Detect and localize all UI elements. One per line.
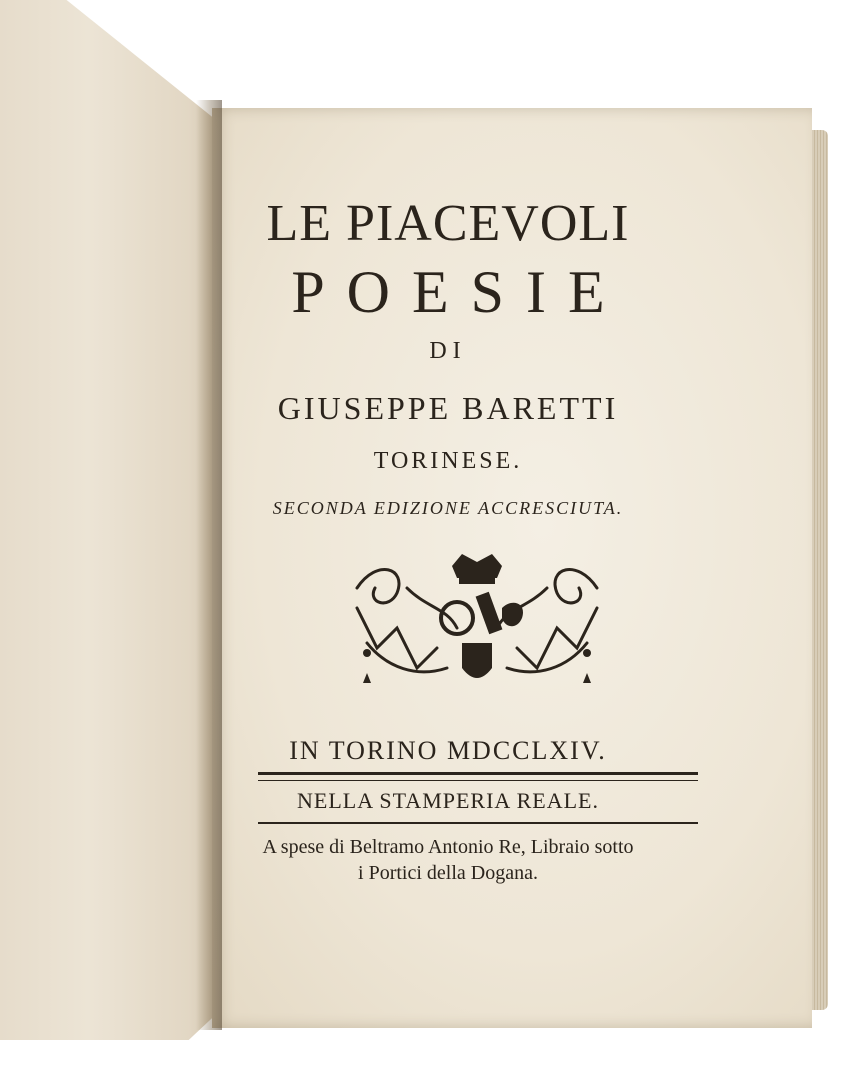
imprint-line-2: i Portici della Dogana. xyxy=(358,862,538,884)
title-line-2: POESIE xyxy=(291,259,627,325)
imprint-line-1: A spese di Beltramo Antonio Re, Libraio sotto xyxy=(262,836,634,858)
author-name: GIUSEPPE BARETTI xyxy=(277,390,619,426)
rule-separator xyxy=(258,822,698,824)
preposition: DI xyxy=(429,338,467,364)
place-and-date: IN TORINO MDCCLXIV. xyxy=(289,736,607,765)
printer-name: NELLA STAMPERIA REALE. xyxy=(297,788,599,813)
title-line-1: LE PIACEVOLI xyxy=(266,195,630,252)
imprint xyxy=(148,834,748,886)
rule-thin xyxy=(258,780,698,781)
author-origin: TORINESE. xyxy=(373,448,523,474)
printers-ornament-icon xyxy=(337,548,617,698)
gutter-shadow xyxy=(196,100,222,1030)
rule-thick xyxy=(258,772,698,775)
edition-note: SECONDA EDIZIONE ACCRESCIUTA. xyxy=(272,498,624,518)
title-page xyxy=(212,108,812,1028)
